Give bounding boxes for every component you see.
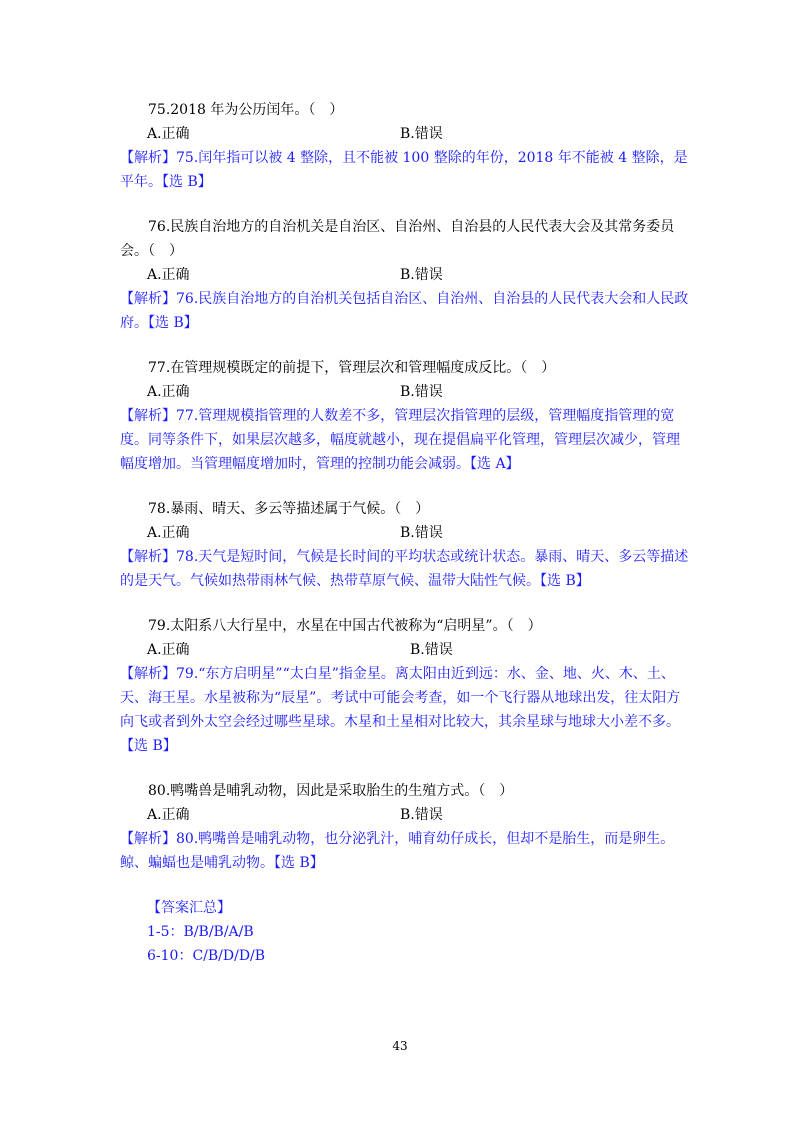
question-80 [120,779,690,875]
option-b: B.错误 [400,525,443,541]
question-78 [120,497,690,593]
analysis-text: 【解析】76.民族自治地方的自治机关包括自治区、自治州、自治县的人民代表大会和人民政府。【选 B】 [120,291,689,331]
option-a: A.正确 [147,807,190,823]
question-76 [120,215,690,335]
option-a: A.正确 [147,267,190,283]
answer-options [120,263,690,287]
answer-summary [120,896,690,968]
analysis-text: 【解析】75.闰年指可以被 4 整除，且不能被 100 整除的年份，2018 年不能被 4 整除，是平年。【选 B】 [120,150,688,190]
analysis-text: 【解析】79.“东方启明星”“太白星”指金星。离太阳由近到远：水、金、地、火、木、土、天、海王星。水星被称为“辰星”。考试中可能会考查，如一个飞行器从地球出发，往太阳方向飞或者到外太空会经过哪些星球。木星和土星相对比较大，其余星球与地球大小差不多。【选 B】 [120,666,681,754]
answer-options [120,521,690,545]
question-text: 78.暴雨、晴天、多云等描述属于气候。（ ） [148,501,430,517]
question-text: 75.2018 年为公历闰年。（ ） [148,102,344,118]
answer-options [120,803,690,827]
answer-options [120,380,690,404]
question-text: 76.民族自治地方的自治机关是自治区、自治州、自治县的人民代表大会及其常务委员会。（ ） [120,219,675,259]
question-text: 77.在管理规模既定的前提下，管理层次和管理幅度成反比。（ ） [148,360,556,376]
summary-title: 【答案汇总】 [147,900,231,916]
question-text: 79.太阳系八大行星中，水星在中国古代被称为“启明星”。（ ） [148,618,542,634]
option-a: A.正确 [147,384,190,400]
summary-line-1-5: 1-5：B/B/B/A/B [147,924,254,940]
option-a: A.正确 [147,525,190,541]
option-b: B.错误 [400,126,443,142]
analysis-text: 【解析】77.管理规模指管理的人数差不多，管理层次指管理的层级，管理幅度指管理的宽度。同等条件下，如果层次越多，幅度就越小，现在提倡扁平化管理，管理层次减少，管理幅度增加。当管理幅度增加时，管理的控制功能会减弱。【选 A】 [120,408,680,472]
question-75 [120,98,690,194]
option-b: B.错误 [400,384,443,400]
option-b: B.错误 [410,642,453,658]
question-79 [120,614,690,758]
question-text: 80.鸭嘴兽是哺乳动物，因此是采取胎生的生殖方式。（ ） [148,783,514,799]
page-number: 43 [392,1039,408,1053]
option-b: B.错误 [400,267,443,283]
option-a: A.正确 [147,642,190,658]
page-content [120,98,690,968]
analysis-text: 【解析】80.鸭嘴兽是哺乳动物，也分泌乳汁，哺育幼仔成长，但却不是胎生，而是卵生。鲸、蝙蝠也是哺乳动物。【选 B】 [120,831,675,871]
answer-options [120,638,690,662]
answer-options [120,122,690,146]
option-b: B.错误 [400,807,443,823]
option-a: A.正确 [147,126,190,142]
analysis-text: 【解析】78.天气是短时间，气候是长时间的平均状态或统计状态。暴雨、晴天、多云等描述的是天气。气候如热带雨林气候、热带草原气候、温带大陆性气候。【选 B】 [120,549,689,589]
summary-line-6-10: 6-10：C/B/D/D/B [147,948,266,964]
question-77 [120,356,690,476]
